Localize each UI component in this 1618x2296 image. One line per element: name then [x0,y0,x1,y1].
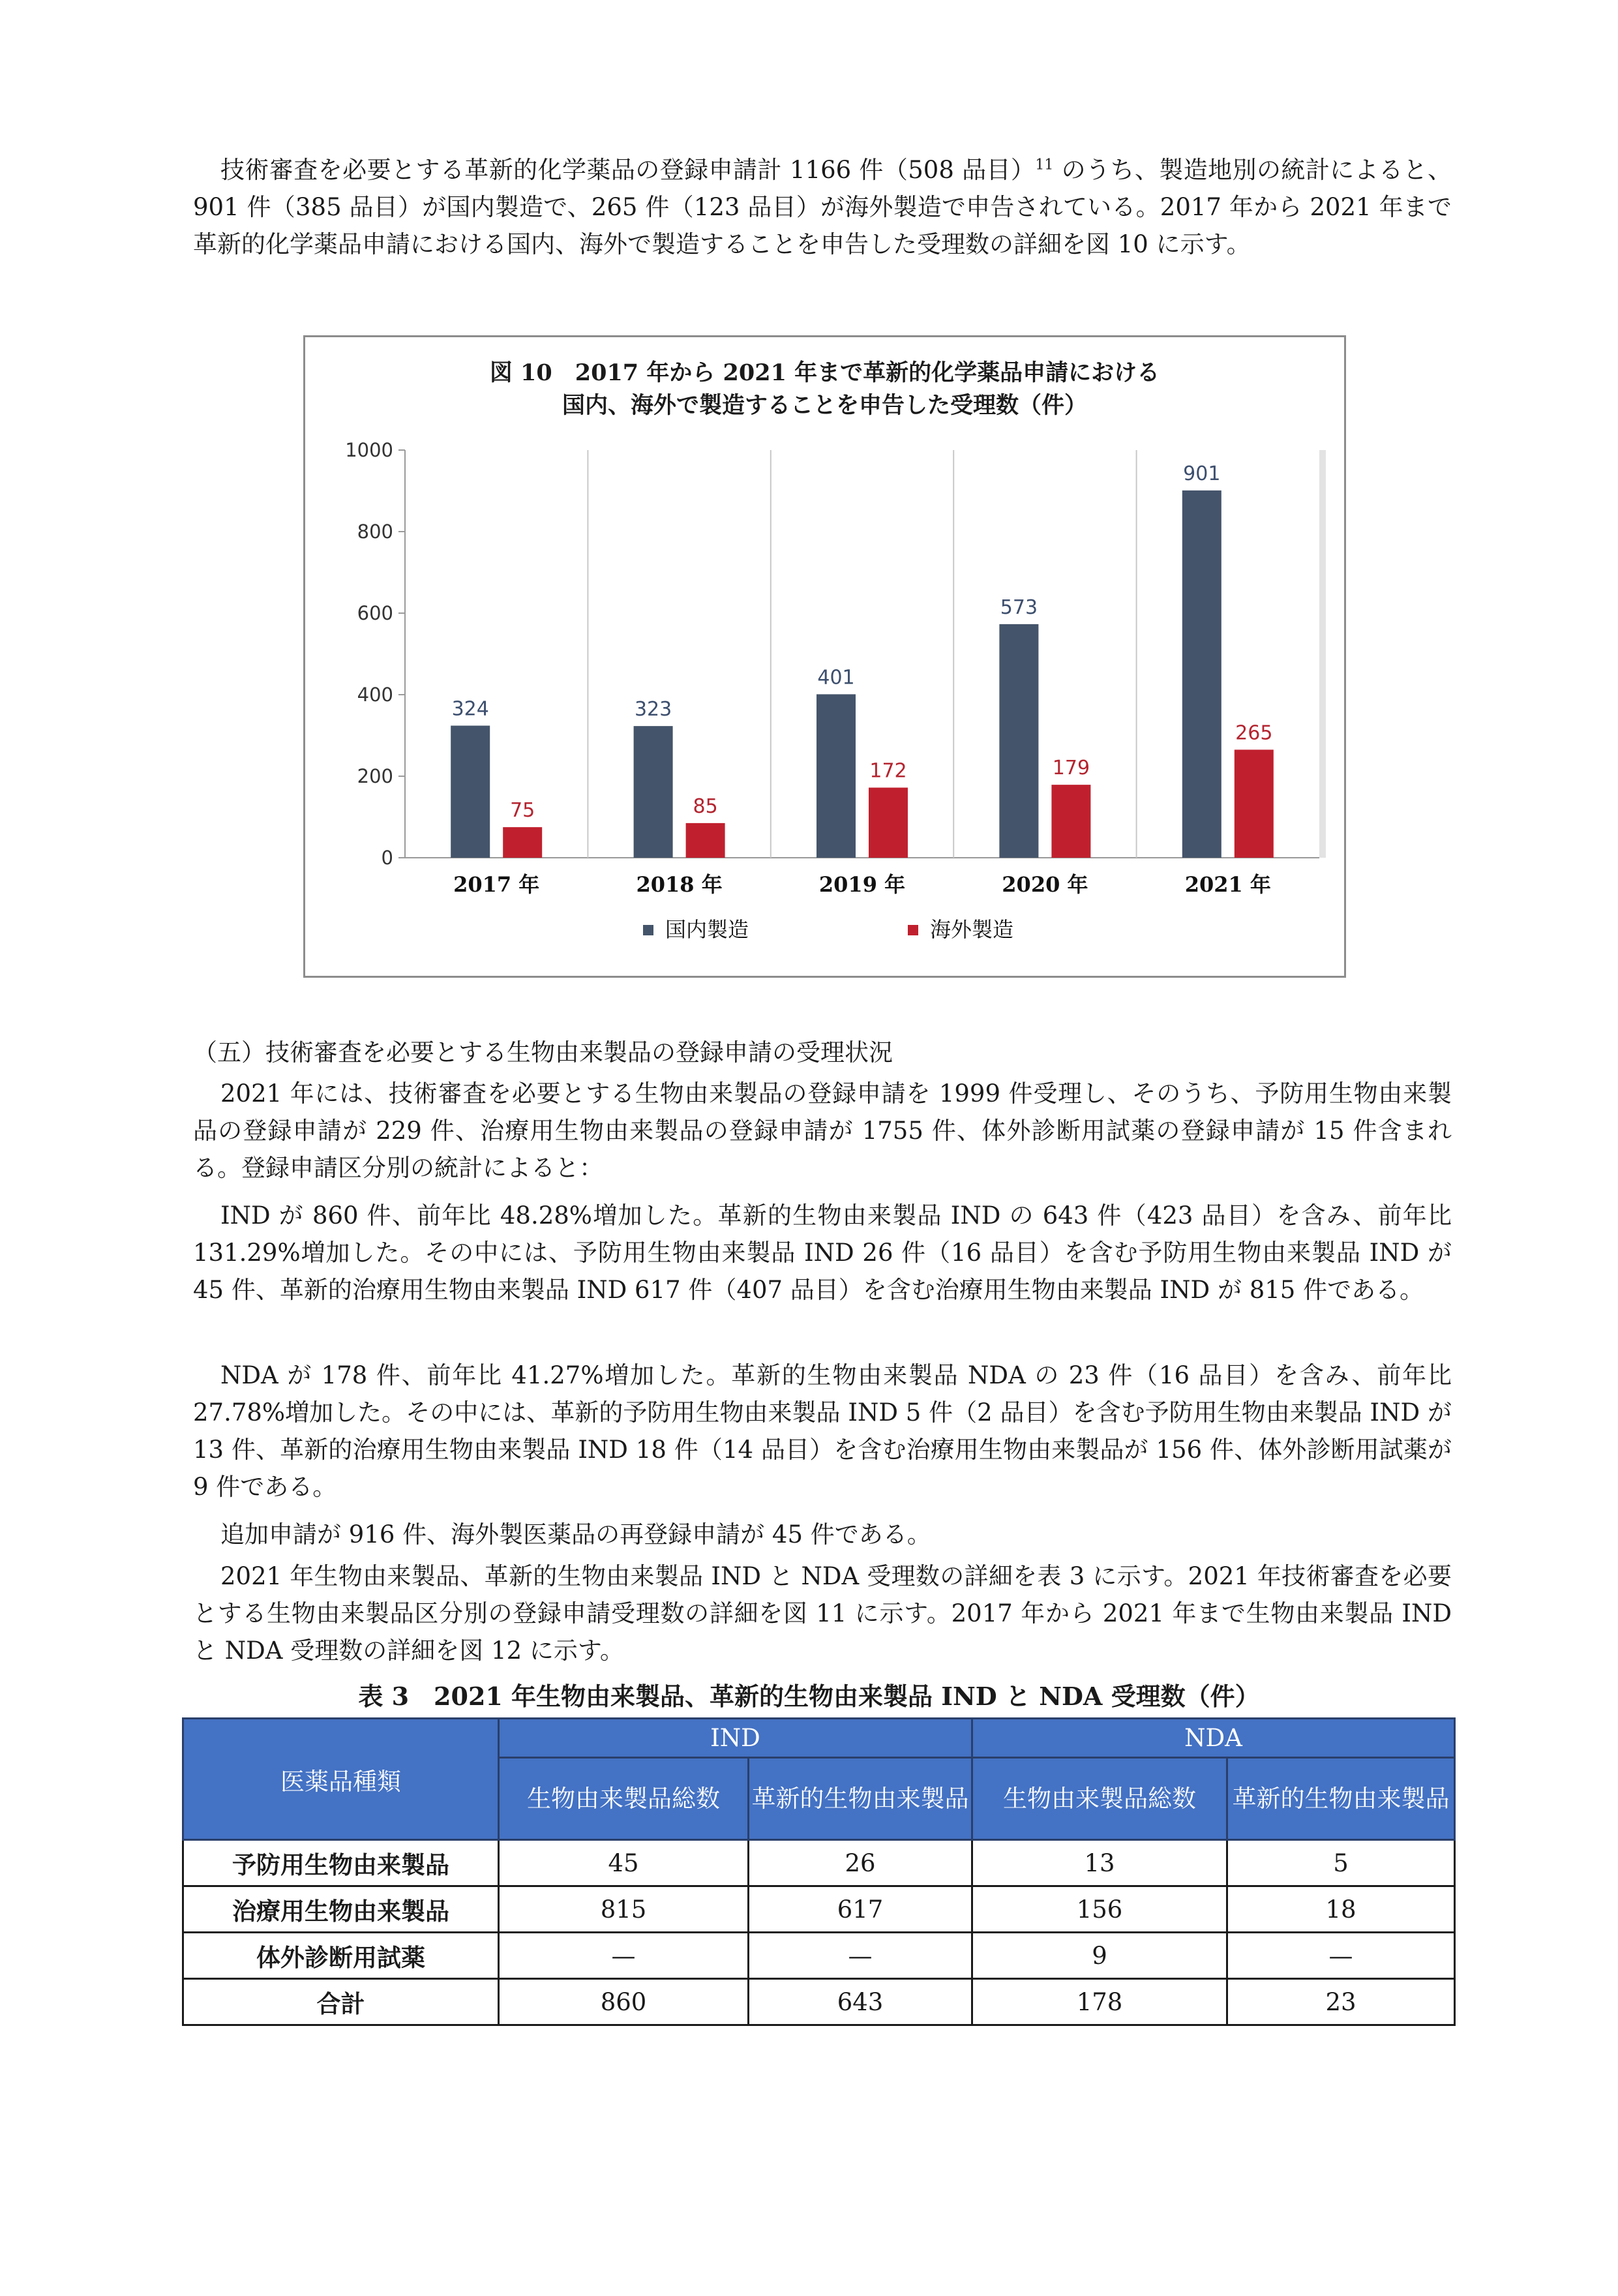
chart-bars [451,491,1274,858]
nda-group-header: NDA [972,1719,1455,1758]
y-tick-label: 600 [357,602,393,624]
y-tick-label: 200 [357,765,393,787]
nda-total-header: 生物由来製品総数 [972,1758,1227,1840]
paragraph-additional: 追加申請が 916 件、海外製医薬品の再登録申請が 45 件である。 [220,1520,931,1548]
data-label: 324 [451,697,489,721]
table-cell: 45 [499,1840,749,1886]
figure-title-line1: 図 10 2017 年から 2021 年まで革新的化学薬品申請における [489,359,1160,386]
table-row [183,1933,1455,1979]
data-label: 179 [1052,757,1090,780]
section-heading: （五）技術審査を必要とする生物由来製品の登録申請の受理状況 [193,1038,893,1066]
bar [503,827,542,858]
x-tick-label: 2018 年 [636,872,723,897]
table-cell: 617 [749,1886,972,1933]
bar-chart [305,337,1344,976]
bar [999,624,1038,858]
table-cell: 643 [749,1979,972,2025]
row-label: 予防用生物由来製品 [183,1840,499,1886]
y-tick-label: 800 [357,521,393,543]
intro-text-2: のうち、製造地別の統計によると、901 件（385 品目）が国内製造で、265 件（123 品目）が海外製造で申告されている。2017 年から 2021 年まで革新的化学薬品申請における国内、海外で製造することを申告した受理数の詳細を図 10 に示す。 [193,156,1452,258]
table-cell: 178 [972,1979,1227,2025]
bar [869,788,908,858]
table-cell: 18 [1227,1886,1455,1933]
legend-label: 海外製造 [930,917,1014,942]
table-cell: — [499,1933,749,1979]
table-cell: 860 [499,1979,749,2025]
y-tick-label: 400 [357,684,393,706]
table-cell: — [1227,1933,1455,1979]
data-label: 172 [869,759,907,783]
legend-swatch [643,925,653,935]
bar [1235,749,1274,858]
table-cell: 5 [1227,1840,1455,1886]
data-label: 85 [693,794,718,818]
bar [634,726,673,858]
table-row [183,1840,1455,1886]
y-tick-label: 1000 [345,439,393,461]
paragraph-ind: IND が 860 件、前年比 48.28%増加した。革新的生物由来製品 IND の 643 件（423 品目）を含み、前年比 131.29%増加した。その中には、予防用生物由来製品 IND 26 件（16 品目）を含む予防用生物由来製品 IND が 45 件、革新的治療用生物由来製品 IND 617 件（407 品目）を含む治療用生物由来製品 IND が 815 件である。 [193,1201,1452,1304]
ind-innovative-header: 革新的生物由来製品 [749,1758,972,1840]
paragraph-summary: 2021 年生物由来製品、革新的生物由来製品 IND と NDA 受理数の詳細を表 3 に示す。2021 年技術審査を必要とする生物由来製品区分別の登録申請受理数の詳細を図 11 に示す。2017 年から 2021 年まで生物由来製品 IND と NDA 受理数の詳細を図 12 に示す。 [193,1562,1452,1665]
table-cell: 26 [749,1840,972,1886]
figure-title-line2: 国内、海外で製造することを申告した受理数（件） [562,392,1087,419]
legend-swatch [908,925,918,935]
data-label: 323 [634,698,672,721]
y-tick-label: 0 [381,847,393,869]
intro-text-1: 技術審査を必要とする革新的化学薬品の登録申請計 1166 件（508 品目） [220,156,1036,184]
figure-title [305,357,1344,422]
data-label: 401 [817,666,855,689]
data-label: 75 [510,799,535,823]
data-label: 265 [1235,721,1273,745]
plot-shadow [1319,450,1326,858]
bar [686,823,725,858]
bar [1182,491,1221,858]
chart-legend [643,917,1013,942]
ind-total-header: 生物由来製品総数 [499,1758,749,1840]
table-cell: — [749,1933,972,1979]
x-tick-label: 2021 年 [1184,872,1271,897]
row-label: 治療用生物由来製品 [183,1886,499,1933]
x-tick-label: 2020 年 [1002,872,1088,897]
table-cell: 815 [499,1886,749,1933]
footnote-ref[interactable]: 11 [1035,157,1054,174]
ind-group-header: IND [499,1719,972,1758]
table-row [183,1979,1455,2025]
paragraph-nda: NDA が 178 件、前年比 41.27%増加した。革新的生物由来製品 NDA の 23 件（16 品目）を含み、前年比 27.78%増加した。その中には、革新的予防用生物由来製品 IND 5 件（2 品目）を含む予防用生物由来製品 IND が 13 件、革新的治療用生物由来製品 IND 18 件（14 品目）を含む治療用生物由来製品が 156 件、体外診断用試薬が 9 件である。 [193,1361,1452,1501]
table-corner-header: 医薬品種類 [183,1719,499,1840]
row-label: 合計 [183,1979,499,2025]
paragraph-1: 2021 年には、技術審査を必要とする生物由来製品の登録申請を 1999 件受理し、そのうち、予防用生物由来製品の登録申請が 229 件、治療用生物由来製品の登録申請が 1755 件、体外診断用試薬の登録申請が 15 件含まれる。登録申請区分別の統計によると： [193,1080,1452,1182]
x-tick-label: 2017 年 [453,872,540,897]
data-label: 573 [1000,596,1038,619]
table-cell: 13 [972,1840,1227,1886]
nda-innovative-header: 革新的生物由来製品 [1227,1758,1455,1840]
bar [816,694,856,858]
table-title: 表 3 2021 年生物由来製品、革新的生物由来製品 IND と NDA 受理数（件） [358,1682,1260,1711]
table-3 [182,1717,1456,2026]
row-label: 体外診断用試薬 [183,1933,499,1979]
bar [1051,785,1090,858]
table-cell: 23 [1227,1979,1455,2025]
table-cell: 9 [972,1933,1227,1979]
table-row [183,1886,1455,1933]
legend-label: 国内製造 [665,917,749,942]
intro-paragraph [193,151,1452,263]
data-label: 901 [1183,462,1221,485]
figure-10 [303,335,1346,978]
table-cell: 156 [972,1886,1227,1933]
bar [451,726,490,858]
x-tick-label: 2019 年 [818,872,906,897]
